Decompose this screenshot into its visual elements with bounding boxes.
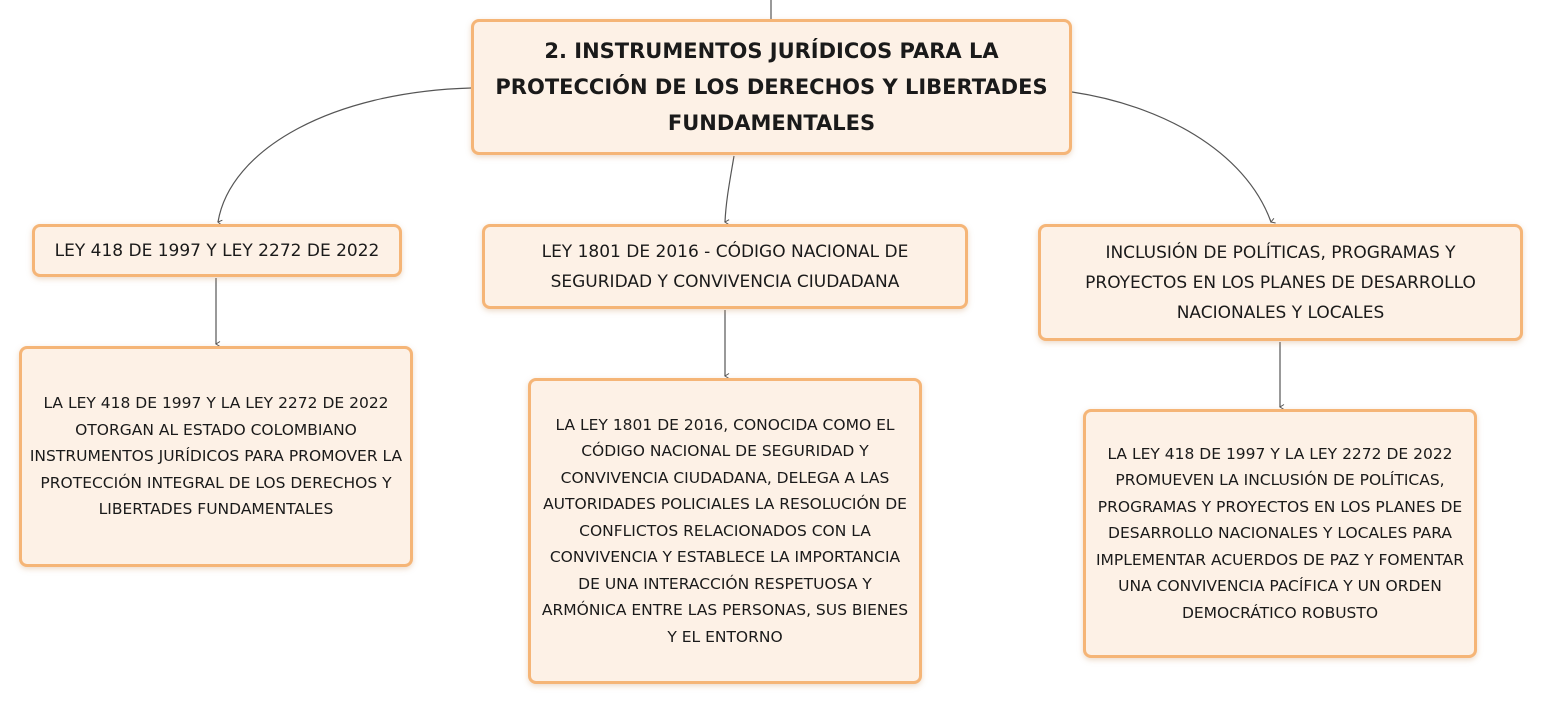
- branch-node-inclusion-politicas[interactable]: [1038, 224, 1523, 341]
- branch-label: INCLUSIÓN DE POLÍTICAS, PROGRAMAS Y PROYECTOS EN LOS PLANES DE DESARROLLO NACIONALES Y LOCALES: [1085, 242, 1476, 323]
- leaf-node-ley-418-detail[interactable]: [19, 346, 413, 567]
- root-topic-label: 2. INSTRUMENTOS JURÍDICOS PARA LA PROTECCIÓN DE LOS DERECHOS Y LIBERTADES FUNDAMENTALES: [495, 39, 1048, 135]
- leaf-text: LA LEY 1801 DE 2016, CONOCIDA COMO EL CÓDIGO NACIONAL DE SEGURIDAD Y CONVIVENCIA CIUDADANA, DELEGA A LAS AUTORIDADES POLICIALES LA RESOLUCIÓN DE CONFLICTOS RELACIONADOS CON LA CONVIVENCIA Y ESTABLECE LA IMPORTANCIA DE UNA INTERACCIÓN RESPETUOSA Y ARMÓNICA ENTRE LAS PERSONAS, SUS BIENES Y EL ENTORNO: [541, 415, 909, 646]
- leaf-text: LA LEY 418 DE 1997 Y LA LEY 2272 DE 2022 PROMUEVEN LA INCLUSIÓN DE POLÍTICAS, PROGRAMAS Y PROYECTOS EN LOS PLANES DE DESARROLLO NACIONALES Y LOCALES PARA IMPLEMENTAR ACUERDOS DE PAZ Y FOMENTAR UNA CONVIVENCIA PACÍFICA Y UN ORDEN DEMOCRÁTICO ROBUSTO: [1095, 444, 1465, 622]
- branch-label: LEY 1801 DE 2016 - CÓDIGO NACIONAL DE SEGURIDAD Y CONVIVENCIA CIUDADANA: [541, 241, 909, 292]
- branch-node-ley-418[interactable]: [32, 224, 402, 277]
- connector-root-to-branch-1: [218, 88, 471, 222]
- connector-root-to-branch-2: [725, 156, 734, 222]
- connector-root-to-branch-3: [1072, 92, 1271, 222]
- branch-node-ley-1801[interactable]: [482, 224, 968, 309]
- leaf-node-inclusion-detail[interactable]: [1083, 409, 1477, 658]
- leaf-text: LA LEY 418 DE 1997 Y LA LEY 2272 DE 2022 OTORGAN AL ESTADO COLOMBIANO INSTRUMENTOS JURÍDICOS PARA PROMOVER LA PROTECCIÓN INTEGRAL DE LOS DERECHOS Y LIBERTADES FUNDAMENTALES: [29, 394, 403, 519]
- leaf-node-ley-1801-detail[interactable]: [528, 378, 922, 684]
- branch-label: LEY 418 DE 1997 Y LEY 2272 DE 2022: [54, 240, 380, 261]
- root-topic-node[interactable]: [471, 19, 1072, 155]
